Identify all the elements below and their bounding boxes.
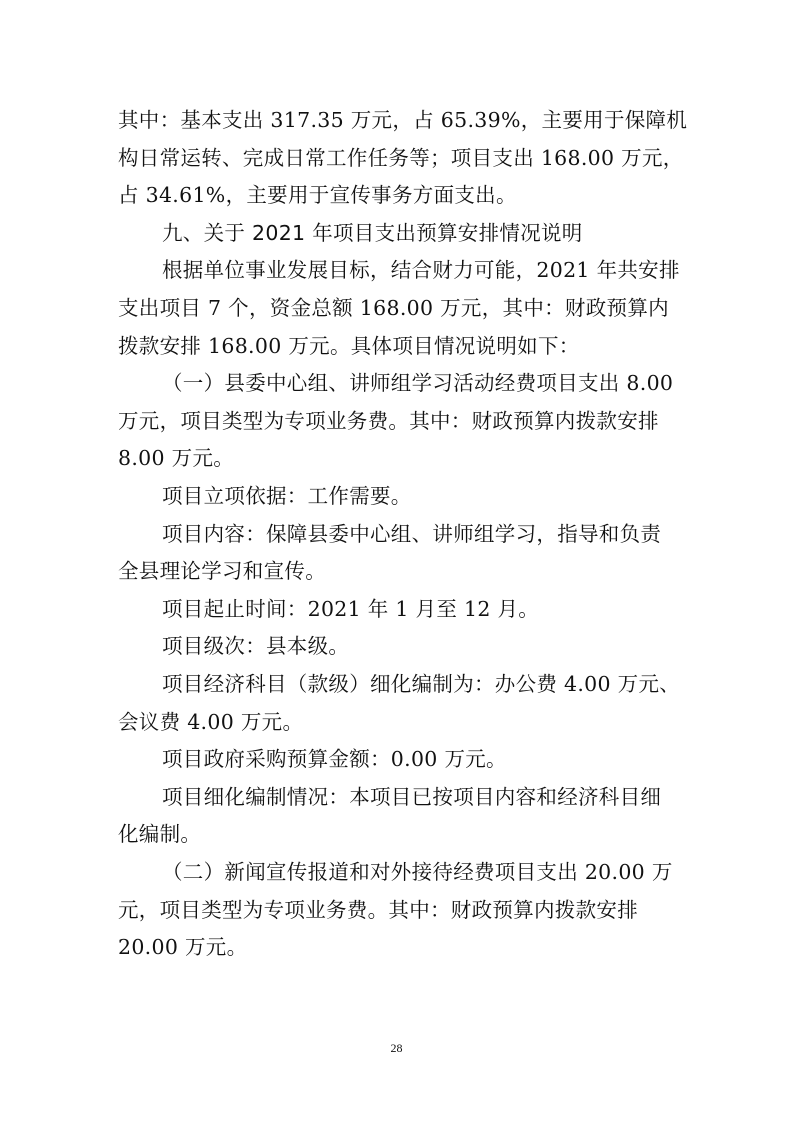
text-line: （一）县委中心组、讲师组学习活动经费项目支出 8.00 bbox=[162, 371, 674, 396]
text-line: 万元，项目类型为专项业务费。其中：财政预算内拨款安排 bbox=[118, 408, 659, 433]
text-line: 项目经济科目（款级）细化编制为：办公费 4.00 万元、 bbox=[162, 672, 681, 696]
text-line: 占 34.61%，主要用于宣传事务方面支出。 bbox=[118, 183, 517, 208]
text-line: 项目级次：县本级。 bbox=[162, 634, 350, 659]
text-line: （二）新闻宣传报道和对外接待经费项目支出 20.00 万 bbox=[162, 860, 673, 884]
text-line: 构日常运转、完成日常工作任务等；项目支出 168.00 万元， bbox=[118, 145, 684, 170]
text-line: 项目内容：保障县委中心组、讲师组学习，指导和负责 bbox=[162, 521, 662, 546]
text-line: 元，项目类型为专项业务费。其中：财政预算内拨款安排 bbox=[118, 897, 638, 922]
text-line: 拨款安排 168.00 万元。具体项目情况说明如下： bbox=[118, 333, 580, 358]
text-line: 项目起止时间：2021 年 1 月至 12 月。 bbox=[162, 596, 540, 621]
text-line: 项目政府采购预算金额：0.00 万元。 bbox=[162, 747, 507, 772]
text-line: 化编制。 bbox=[118, 822, 202, 847]
text-line: 8.00 万元。 bbox=[118, 446, 235, 471]
page-number: 28 bbox=[390, 1041, 403, 1055]
text-line: 根据单位事业发展目标，结合财力可能，2021 年共安排 bbox=[162, 258, 680, 283]
text-line: 其中：基本支出 317.35 万元，占 65.39%，主要用于保障机 bbox=[118, 108, 688, 132]
text-line: 支出项目 7 个，资金总额 168.00 万元，其中：财政预算内 bbox=[118, 296, 669, 320]
text-line: 项目立项依据：工作需要。 bbox=[162, 484, 412, 508]
text-line: 20.00 万元。 bbox=[118, 935, 248, 960]
text-line: 项目细化编制情况：本项目已按项目内容和经济科目细 bbox=[162, 784, 662, 809]
text-line: 会议费 4.00 万元。 bbox=[118, 709, 304, 734]
text-line: 全县理论学习和宣传。 bbox=[118, 559, 326, 584]
section-heading: 九、关于 2021 年项目支出预算安排情况说明 bbox=[162, 220, 583, 245]
